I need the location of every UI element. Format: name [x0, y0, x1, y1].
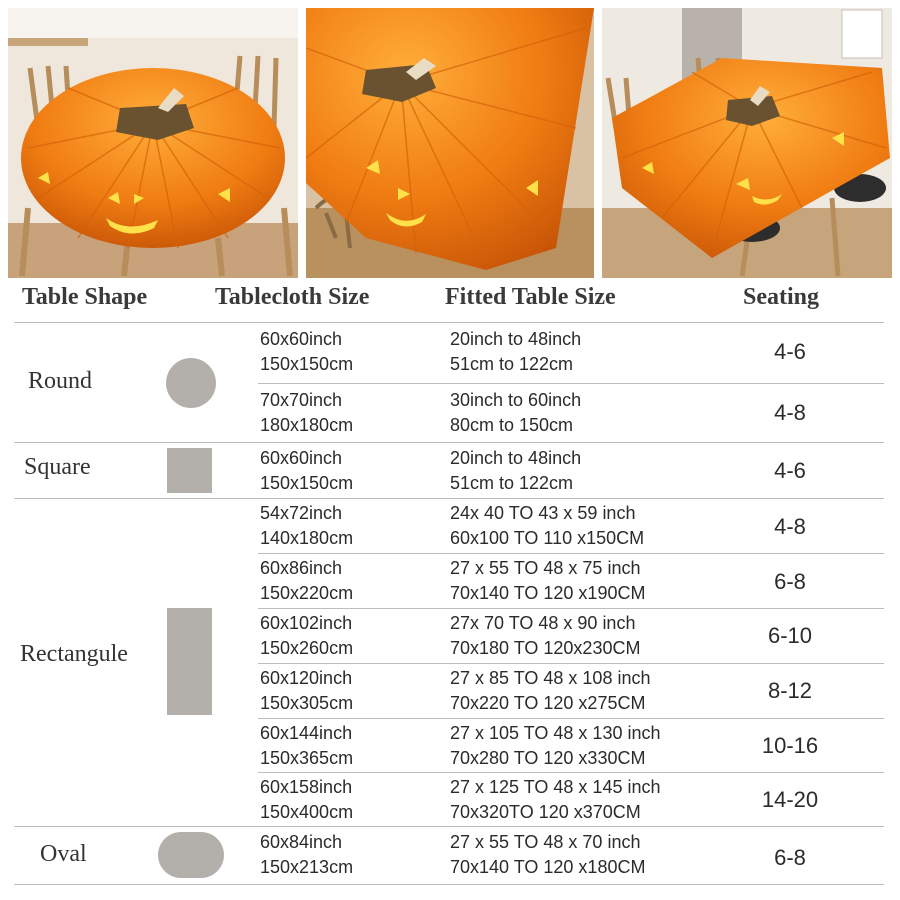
tablecloth-size-cell: 60x84inch 150x213cm: [260, 832, 354, 877]
square-swatch-icon: [167, 448, 212, 493]
rectangle-swatch-icon: [167, 608, 212, 715]
seating-cell: 10-16: [761, 733, 819, 758]
seating-cell: 4-8: [774, 400, 806, 425]
fitted-size-cell: 27x 70 TO 48 x 90 inch 70x180 TO 120x230CM: [450, 613, 641, 658]
tablecloth-size-cell: 70x70inch 180x180cm: [260, 390, 354, 435]
square-tablecloth-photo: [306, 8, 594, 278]
shape-label-round: Round: [28, 368, 93, 394]
table-rule: [258, 718, 884, 719]
tablecloth-size-cell: 60x158inch 150x400cm: [260, 777, 354, 822]
tablecloth-size-cell: 54x72inch 140x180cm: [260, 503, 354, 548]
fitted-size-cell: 24x 40 TO 43 x 59 inch 60x100 TO 110 x150CM: [450, 503, 645, 548]
fitted-size-cell: 20inch to 48inch 51cm to 122cm: [450, 448, 582, 493]
shape-label-rectangle: Rectangule: [20, 641, 128, 667]
rectangle-tablecloth-photo: [602, 8, 892, 278]
fitted-size-cell: 27 x 55 TO 48 x 70 inch 70x140 TO 120 x180CM: [450, 832, 646, 877]
shape-label-oval: Oval: [40, 841, 87, 867]
table-rule: [14, 826, 884, 827]
tablecloth-size-cell: 60x102inch 150x260cm: [260, 613, 354, 658]
shape-label-square: Square: [24, 454, 91, 480]
circle-swatch-icon: [166, 358, 216, 408]
table-rule: [258, 663, 884, 664]
fitted-size-cell: 27 x 105 TO 48 x 130 inch 70x280 TO 120 x330CM: [450, 723, 661, 768]
table-rule: [258, 608, 884, 609]
seating-cell: 6-10: [767, 623, 813, 648]
table-rule: [258, 553, 884, 554]
tablecloth-size-cell: 60x120inch 150x305cm: [260, 668, 354, 713]
table-rule: [258, 383, 884, 384]
table-rule: [258, 772, 884, 773]
seating-cell: 4-6: [774, 458, 806, 483]
seating-cell: 6-8: [774, 569, 806, 594]
table-rule: [14, 884, 884, 885]
seating-cell: 14-20: [761, 787, 819, 812]
header-table-shape: Table Shape: [22, 284, 148, 310]
oval-swatch-icon: [158, 832, 224, 878]
fitted-size-cell: 30inch to 60inch 80cm to 150cm: [450, 390, 582, 435]
table-rule: [14, 322, 884, 323]
seating-cell: 6-8: [774, 845, 806, 870]
fitted-size-cell: 27 x 85 TO 48 x 108 inch 70x220 TO 120 x275CM: [450, 668, 651, 713]
tablecloth-size-cell: 60x60inch 150x150cm: [260, 448, 354, 493]
product-photos: [0, 0, 900, 280]
fitted-size-cell: 27 x 125 TO 48 x 145 inch 70x320TO 120 x370CM: [450, 777, 661, 822]
fitted-size-cell: 20inch to 48inch 51cm to 122cm: [450, 329, 582, 374]
table-rule: [14, 442, 884, 443]
seating-cell: 4-8: [774, 514, 806, 539]
header-seating: Seating: [743, 284, 820, 310]
tablecloth-size-cell: 60x60inch 150x150cm: [260, 329, 354, 374]
header-tablecloth-size: Tablecloth Size: [215, 284, 370, 310]
header-fitted-table-size: Fitted Table Size: [445, 284, 616, 310]
tablecloth-size-cell: 60x144inch 150x365cm: [260, 723, 354, 768]
seating-cell: 8-12: [767, 678, 813, 703]
round-tablecloth-photo: [8, 8, 298, 278]
table-rule: [14, 498, 884, 499]
fitted-size-cell: 27 x 55 TO 48 x 75 inch 70x140 TO 120 x190CM: [450, 558, 646, 603]
seating-cell: 4-6: [774, 339, 806, 364]
tablecloth-size-cell: 60x86inch 150x220cm: [260, 558, 354, 603]
